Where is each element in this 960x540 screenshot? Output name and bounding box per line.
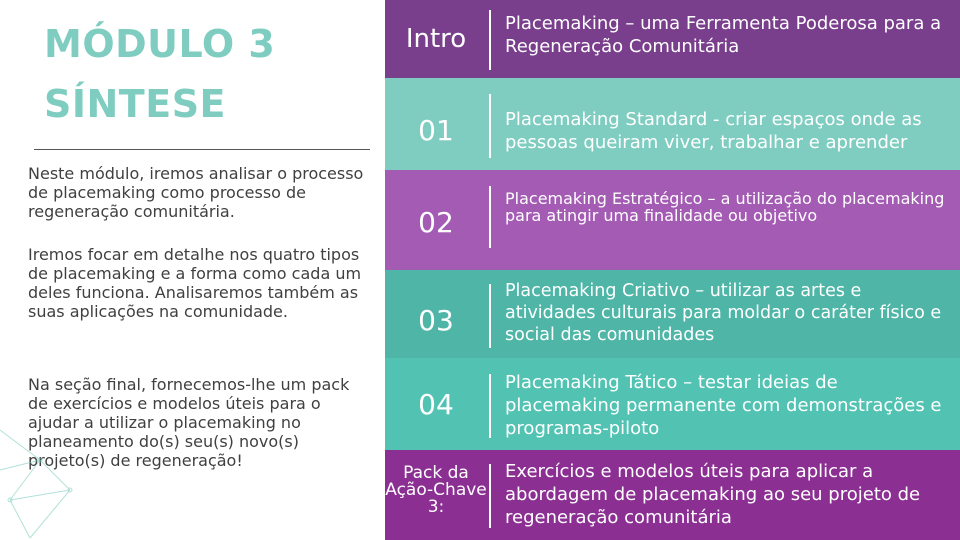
summary-paragraph-1: Neste módulo, iremos analisar o processo de placemaking como processo de regeneração comunitária. [28,164,364,221]
summary-paragraph-2: Iremos focar em detalhe nos quatro tipos de placemaking e a forma como cada um deles funciona. Analisaremos também as suas aplicações na comunidade. [28,245,362,321]
row-02[interactable] [385,170,960,270]
left-panel [0,0,385,540]
row-label: 02 [418,206,454,239]
network-lines-icon [0,380,90,540]
summary-paragraph-3: Na seção final, fornecemos-lhe um pack de exercícios e modelos úteis para o ajudar a utilizar o placemaking no planeamento do(s) seu(s) novo(s) projeto(s) de regeneração! [28,375,350,470]
row-divider [489,464,491,528]
row-04[interactable] [385,358,960,450]
row-divider [489,10,491,70]
row-divider [489,284,491,348]
row-text: Placemaking Standard - criar espaços onde as pessoas queiram viver, trabalhar e aprender [505,109,922,153]
row-intro[interactable] [385,0,960,78]
row-text: Placemaking Tático – testar ideias de placemaking permanente com demonstrações e programas-piloto [505,372,942,439]
row-divider [489,94,491,158]
row-label: 01 [418,114,454,147]
row-text: Placemaking – uma Ferramenta Poderosa para a Regeneração Comunitária [505,13,942,57]
row-text: Placemaking Estratégico – a utilização do placemaking para atingir uma finalidade ou objetivo [505,189,945,225]
row-03[interactable] [385,270,960,358]
row-label: 04 [418,388,454,421]
title-divider [34,149,370,150]
row-divider [489,186,491,248]
module-title-line2: SÍNTESE [44,82,227,126]
row-01[interactable] [385,78,960,170]
row-pack[interactable] [385,450,960,540]
row-divider [489,374,491,438]
module-title [44,14,275,134]
row-text: Placemaking Criativo – utilizar as artes e atividades culturais para moldar o caráter físico e social das comunidades [505,281,942,345]
row-label: 03 [418,304,454,337]
row-label: Pack da Ação-Chave 3: [385,463,487,517]
row-label: Intro [405,24,467,54]
row-text: Exercícios e modelos úteis para aplicar a abordagem de placemaking ao seu projeto de regeneração comunitária [505,461,921,528]
module-title-line1: MÓDULO 3 [44,22,276,66]
